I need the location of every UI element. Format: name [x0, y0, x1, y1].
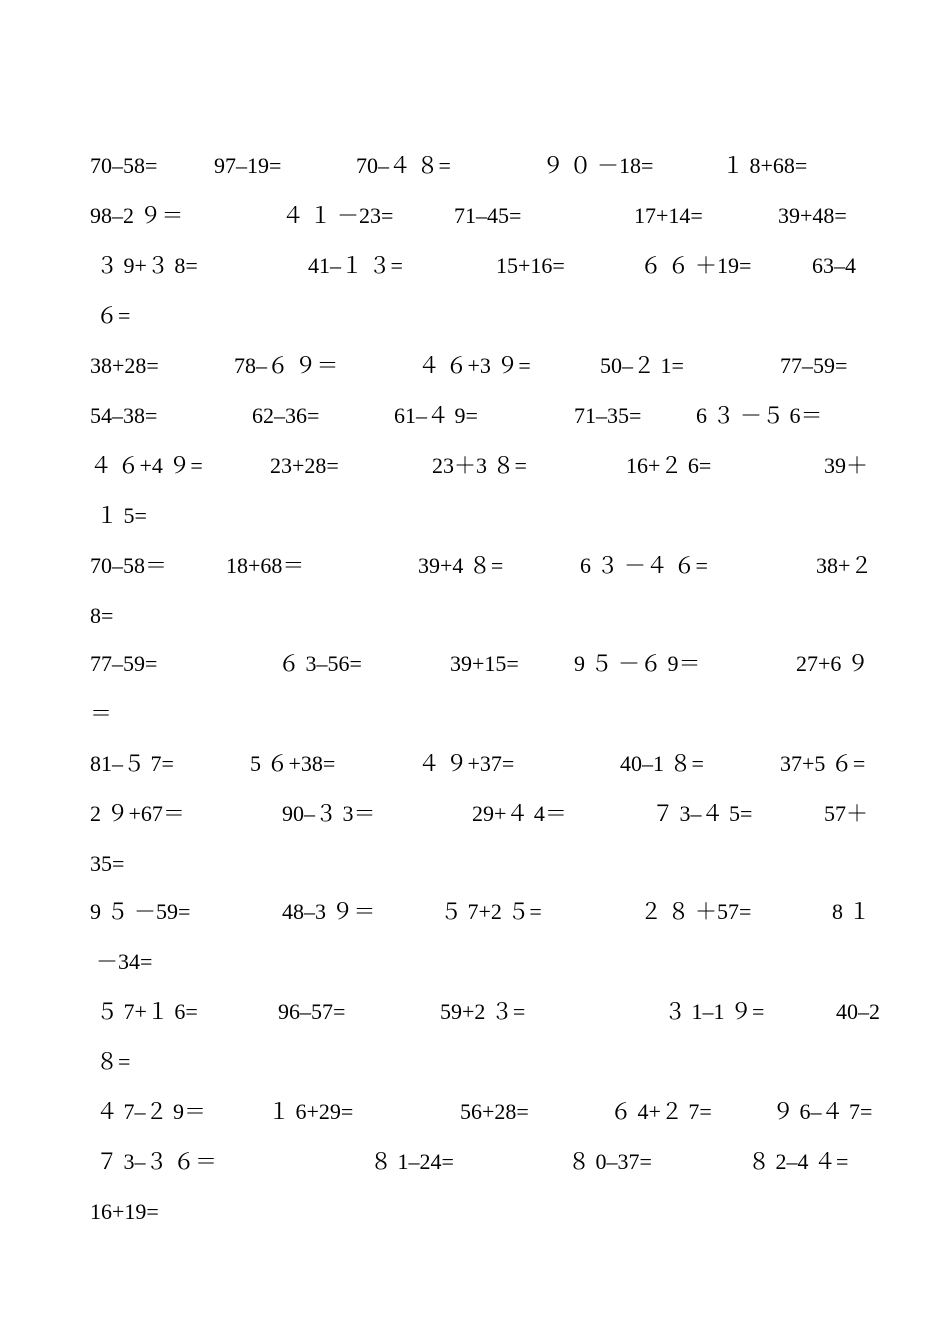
problem: ７ 3–３ ６＝ [96, 1149, 218, 1174]
problem: ８ 2–4 ４= [748, 1149, 849, 1174]
problem: 70–58= [90, 153, 158, 178]
problem: 39+48= [778, 203, 847, 228]
problem: ６= [96, 303, 131, 328]
problem-row [0, 552, 950, 602]
problem-row [0, 152, 950, 202]
problem-row [0, 1098, 950, 1148]
problem: 70–58＝ [90, 553, 168, 578]
problem: 23＋3 ８= [432, 453, 527, 478]
problem-row [0, 302, 950, 352]
problem: 38+28= [90, 353, 159, 378]
problem: ８ 1–24= [370, 1149, 454, 1174]
problem: 23+28= [270, 453, 339, 478]
problem: ２ ８ ＋57= [640, 899, 752, 924]
problem: 39+15= [450, 651, 519, 676]
problem: 56+28= [460, 1099, 529, 1124]
problem: ４ １ －23= [282, 203, 394, 228]
problem: 16+２ 6= [626, 453, 712, 478]
problem: ３ 9+３ 8= [96, 253, 198, 278]
problem-row [0, 898, 950, 948]
problem: 6 ３ －５ 6＝ [696, 403, 823, 428]
problem: 59+2 ３= [440, 999, 526, 1024]
problem-row [0, 850, 950, 900]
problem-row [0, 750, 950, 800]
problem-row [0, 700, 950, 750]
problem: 90–３ 3＝ [282, 801, 376, 826]
problem: 78–６ ９＝ [234, 353, 339, 378]
problem: 97–19= [214, 153, 282, 178]
problem: ９ ０ －18= [542, 153, 654, 178]
problem: 81–５ 7= [90, 751, 174, 776]
problem-row [0, 602, 950, 652]
problem: ６ 3–56= [278, 651, 362, 676]
problem-row [0, 202, 950, 252]
problem: 16+19= [90, 1199, 159, 1224]
problem: 40–1 ８= [620, 751, 704, 776]
problem: 48–3 ９＝ [282, 899, 376, 924]
problem: 9 ５ －６ 9＝ [574, 651, 701, 676]
problem: 77–59= [780, 353, 848, 378]
problem: 96–57= [278, 999, 346, 1024]
problem: ４ 7–２ 9＝ [96, 1099, 207, 1124]
problem: 38+２ [816, 553, 873, 578]
problem: ４ ６+3 ９= [418, 353, 531, 378]
problem: 39+4 ８= [418, 553, 504, 578]
problem-row [0, 1148, 950, 1198]
problem: ＝ [90, 701, 113, 726]
problem-row [0, 998, 950, 1048]
problem-row [0, 402, 950, 452]
problem: －34= [96, 949, 153, 974]
problem: ５ 7+１ 6= [96, 999, 198, 1024]
problem-row [0, 252, 950, 302]
problem: 77–59= [90, 651, 158, 676]
problem-row [0, 1048, 950, 1098]
problem: 2 ９+67＝ [90, 801, 185, 826]
problem-row [0, 502, 950, 552]
problem: ８ 0–37= [568, 1149, 652, 1174]
problem: ３ 1–1 ９= [664, 999, 765, 1024]
problem: 6 ３ －４ ６= [580, 553, 708, 578]
problem: 29+４ 4＝ [472, 801, 567, 826]
problem: 35= [90, 851, 125, 876]
problem: 41–１ ３= [308, 253, 403, 278]
problem: 50–２ 1= [600, 353, 684, 378]
problem: 61–４ 9= [394, 403, 478, 428]
problem-row [0, 650, 950, 700]
problem: 57＋ [824, 801, 869, 826]
problem: 63–4 [812, 253, 856, 278]
problem: ６ 4+２ 7= [610, 1099, 712, 1124]
problem: 70–４ ８= [356, 153, 451, 178]
problem: ４ ９+37= [418, 751, 515, 776]
problem: １ 5= [96, 503, 147, 528]
problem: 5 ６+38= [250, 751, 336, 776]
problem-row [0, 352, 950, 402]
problem-row [0, 452, 950, 502]
problem: 8= [90, 603, 114, 628]
problem: ８= [96, 1049, 131, 1074]
problem: 15+16= [496, 253, 565, 278]
problem: 54–38= [90, 403, 158, 428]
problem-row [0, 948, 950, 998]
problem: 9 ５ －59= [90, 899, 191, 924]
problem: 27+6 ９ [796, 651, 869, 676]
problem: 18+68＝ [226, 553, 305, 578]
problem: 17+14= [634, 203, 703, 228]
problem-row [0, 1198, 950, 1248]
problem: １ 8+68= [722, 153, 808, 178]
problem: ７ 3–４ 5= [652, 801, 753, 826]
problem: 62–36= [252, 403, 320, 428]
problem: ５ 7+2 ５= [440, 899, 542, 924]
problem: ４ ６+4 ９= [90, 453, 203, 478]
problem: 37+5 ６= [780, 751, 866, 776]
problem: 39＋ [824, 453, 869, 478]
problem: ９ 6–４ 7= [772, 1099, 873, 1124]
problem: 8 １ [832, 899, 871, 924]
problem: 71–35= [574, 403, 642, 428]
problem: 71–45= [454, 203, 522, 228]
problem: 40–2 [836, 999, 880, 1024]
problem: ６ ６ ＋19= [640, 253, 752, 278]
problem: １ 6+29= [268, 1099, 354, 1124]
problem: 98–2 ９＝ [90, 203, 184, 228]
problem-row [0, 800, 950, 850]
